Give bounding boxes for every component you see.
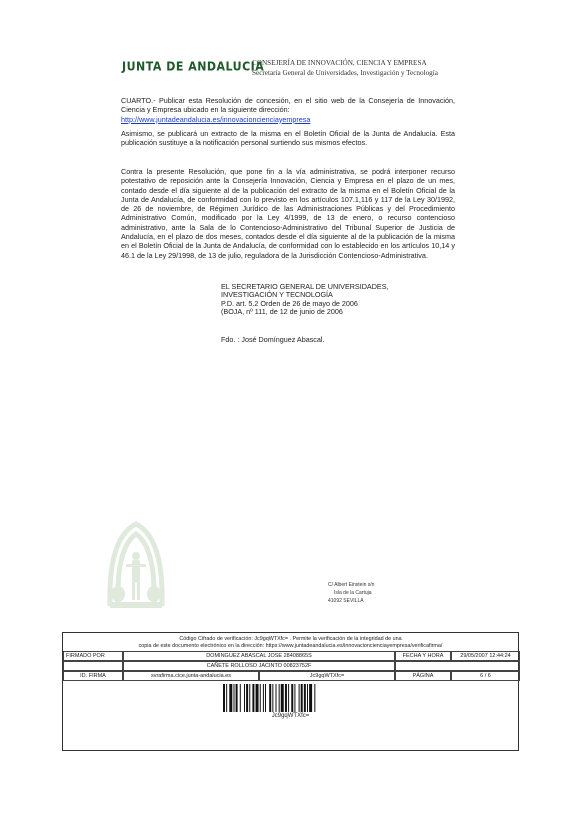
signature-line-2: INVESTIGACIÓN Y TECNOLOGÍA	[221, 290, 333, 300]
barcode-bar	[256, 684, 259, 712]
firmante-2-spacer	[395, 661, 520, 671]
barcode-bar	[314, 684, 315, 712]
firmante-1: DOMINGUEZ ABASCAL JOSE 28408865S	[123, 651, 395, 661]
barcode-bar	[246, 684, 248, 712]
barcode-bar	[244, 684, 245, 712]
barcode-bar	[240, 684, 241, 712]
verification-url-text: copia de este documento electrónico en la dirección: https://www.juntadeandalucia.es/innovacioncienciayempresa/verificafirma/	[138, 643, 443, 649]
firmante-2: CAÑETE ROLLOSO JACINTO 00823752F	[123, 661, 395, 671]
asimismo-paragraph: Asimismo, se publicará un extracto de la misma en el Boletín Oficial de la Junta de Andalucía. Esta publicación sustituye a la notificación personal surtiendo sus mismos efectos.	[121, 129, 455, 148]
barcode-bar	[307, 684, 308, 712]
signatory-name: Fdo. : José Domínguez Abascal.	[221, 335, 325, 344]
barcode-bar	[236, 684, 238, 712]
barcode-bar	[226, 684, 227, 712]
address-city: 41092 SEVILLA	[328, 598, 364, 605]
barcode-bar	[252, 684, 254, 712]
id-firma-code: Jc9gqWTXfc=	[259, 671, 395, 681]
cuarto-paragraph	[121, 96, 455, 124]
signature-line-3: P.D. art. 5.2 Orden de 26 de mayo de 2006	[221, 298, 358, 308]
firmado-por-spacer	[63, 661, 123, 671]
signature-block	[221, 283, 388, 317]
barcode-bar	[272, 684, 273, 712]
consejeria-link[interactable]: http://www.juntadeandalucia.es/innovacioncienciayempresa	[121, 114, 311, 124]
address-block	[328, 581, 374, 606]
barcode-bar	[269, 684, 271, 712]
address-street: C/ Albert Einstein s/n	[328, 582, 375, 588]
barcode-image	[223, 684, 361, 712]
barcode-bar	[294, 684, 295, 712]
barcode-bar	[265, 684, 266, 712]
barcode-text: Jc9gqWTXfc=	[271, 713, 310, 719]
andalucia-emblem-watermark	[104, 518, 168, 610]
barcode-bar	[263, 684, 264, 712]
fecha-value: 29/05/2007 12:44:24	[451, 651, 520, 661]
secretaria-name: Secretaría General de Universidades, Investigación y Tecnología	[252, 68, 438, 77]
recurso-paragraph: Contra la presente Resolución, que pone fin a la vía administrativa, se podrá interponer recurso potestativo de reposición ante la Consejería Innovación, Ciencia y Empresa en el plazo de un mes, contado desde el día siguiente al de la publicación del extracto de la misma en el Boletín Oficial de la Junta de Andalucía, de conformidad con lo previsto en los artículos 107.1,116 y 117 de la Ley 30/1992, de 26 de noviembre, de Régimen Jurídico de las Administraciones Públicas y del Procedimiento Administrativo Común, modificado por la Ley 4/1999, de 13 de enero, o recurso contencioso administrativo, ante la Sala de lo Contencioso-Administrativo del Tribunal Superior de Justicia de Andalucía, en el plazo de dos meses, contados desde el día siguiente al de la publicación de la misma en el Boletín Oficial de la Junta de Andalucía, de conformidad con lo establecido en los artículos 10,14 y 46.1 de la Ley 29/1998, de 13 de julio, reguladora de la Jurisdicción Contencioso-Administrativa.	[121, 167, 455, 260]
barcode-bar	[299, 684, 300, 712]
barcode-bar	[309, 684, 312, 712]
barcode-bar	[249, 684, 250, 712]
barcode-bar	[288, 684, 289, 712]
document-header	[252, 59, 438, 78]
barcode-bar	[301, 684, 303, 712]
barcode-bar	[279, 684, 280, 712]
barcode-bar	[291, 684, 293, 712]
barcode-bar	[276, 684, 277, 712]
address-area: Isla de la Cartuja	[334, 590, 372, 597]
signature-line-1: EL SECRETARIO GENERAL DE UNIVERSIDADES,	[221, 282, 389, 291]
barcode-bar	[260, 684, 261, 712]
barcode-bar	[281, 684, 284, 712]
junta-andalucia-logo: JUNTA DE ANDALUCIA	[122, 59, 265, 74]
verification-box	[62, 632, 519, 751]
id-firma-server: svrafirma.cice.junta-andalucia.es	[123, 671, 259, 681]
id-firma-label: ID. FIRMA	[63, 671, 123, 681]
signature-line-4: (BOJA, nº 111, de 12 de junio de 2006	[221, 307, 343, 317]
pagina-label: PÁGINA	[395, 671, 451, 681]
barcode-bar	[234, 684, 235, 712]
barcode-bar	[223, 684, 225, 712]
cuarto-text: CUARTO.- Publicar esta Resolución de concesión, en el sitio web de la Consejería de Innovación, Ciencia y Empresa ubicado en la siguiente dirección:	[121, 96, 455, 115]
barcode-bar	[229, 684, 232, 712]
barcode-bar	[285, 684, 287, 712]
fecha-label: FECHA Y HORA	[395, 651, 451, 661]
consejeria-name: CONSEJERÍA DE INNOVACIÓN, CIENCIA Y EMPRESA	[252, 59, 427, 67]
firmado-por-label: FIRMADO POR	[63, 651, 123, 661]
barcode-bar	[304, 684, 306, 712]
pagina-value: 6 / 6	[451, 671, 520, 681]
verification-code-text: Código Cifrado de verificación: Jc9gqWTXfc= . Permite la verificación de la integridad de una	[179, 636, 402, 642]
